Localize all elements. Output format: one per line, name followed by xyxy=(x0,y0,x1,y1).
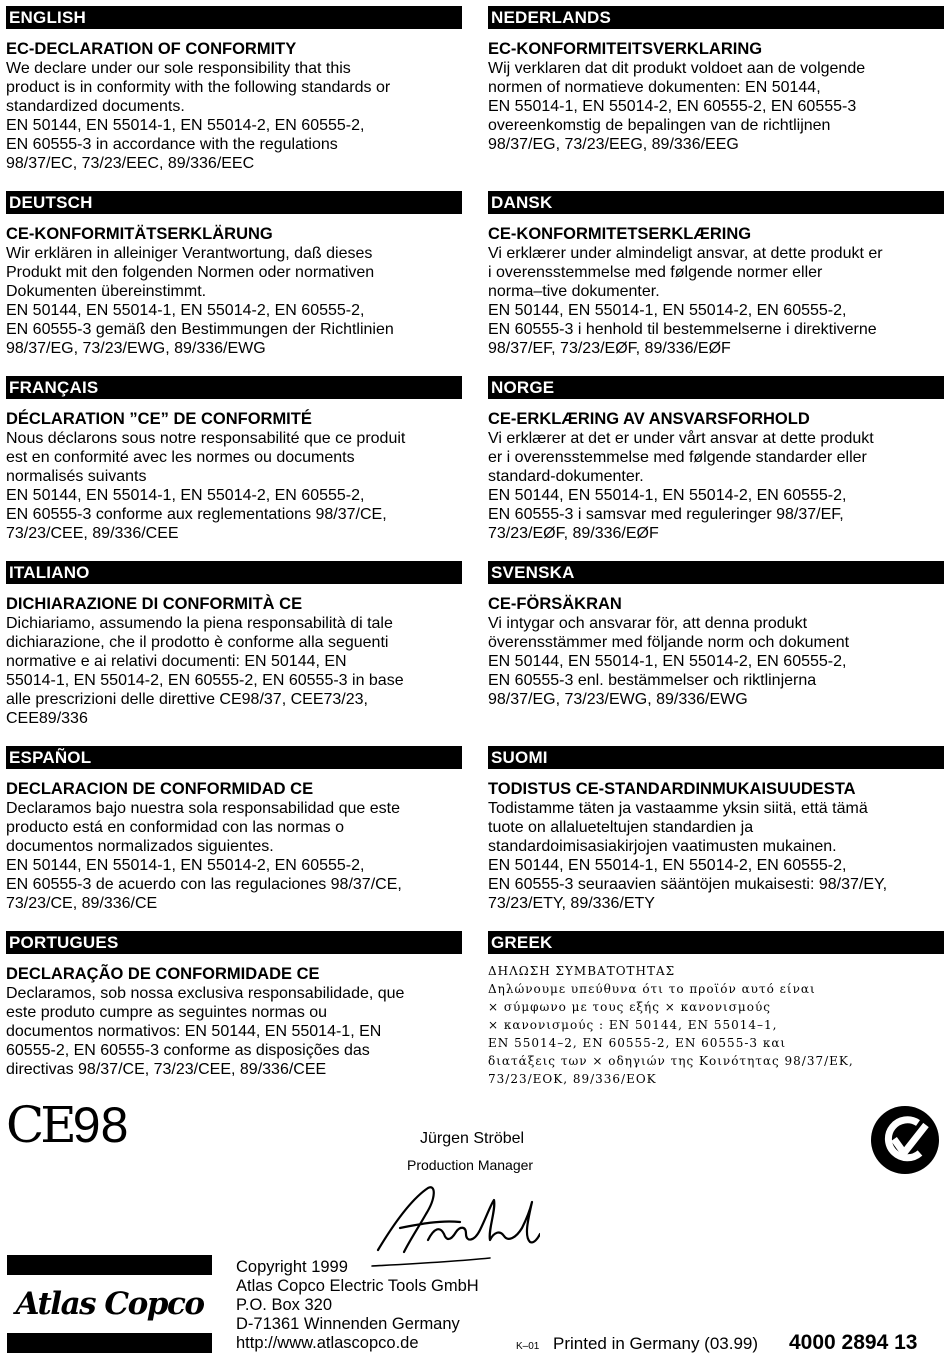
section-portugues xyxy=(6,931,462,1116)
language-header: DANSK xyxy=(488,191,944,214)
declaration-text: Vi erklærer at det er under vårt ansvar at dette produkt er i overensstemmelse med følgende standarder eller standard-dokumenter. EN 50144, EN 55014-1, EN 55014-2, EN 60555-2, EN 60555-3 i samsvar med reguleringer 98/37/EF, 73/23/EØF, 89/336/EØF xyxy=(488,430,874,542)
declaration-title: EC-KONFORMITEITSVERKLARING xyxy=(488,40,763,58)
ce-letters: CE xyxy=(6,1096,73,1154)
declaration-title: EC-DECLARATION OF CONFORMITY xyxy=(6,40,297,58)
language-header: SVENSKA xyxy=(488,561,944,584)
language-header: ESPAÑOL xyxy=(6,746,462,769)
section-nederlands xyxy=(488,6,944,191)
address-line: Copyright 1999 xyxy=(236,1258,348,1276)
declaration-title: DECLARAÇÃO DE CONFORMIDADE CE xyxy=(6,965,320,983)
declaration-text: Dichiariamo, assumendo la piena responsabilità di tale dichiarazione, che il prodotto è conforme alla seguenti normative e ai relativi documenti: EN 50144, EN 55014-1, EN 55014-2, EN 60555-2, EN 60555-3 in base alle prescrizioni delle direttive CE98/37, CEE73/23, CEE89/336 xyxy=(6,615,404,727)
language-header: PORTUGUES xyxy=(6,931,462,954)
language-header: GREEK xyxy=(488,931,944,954)
language-header: SUOMI xyxy=(488,746,944,769)
logo-text: Atlas Copco xyxy=(15,1286,204,1322)
section-suomi xyxy=(488,746,944,931)
section-italiano xyxy=(6,561,462,746)
signature-image xyxy=(370,1180,540,1270)
ce-year: 98 xyxy=(72,1097,129,1153)
declaration-text: Vi erklærer under almindeligt ansvar, at dette produkt er i overensstemmelse med følgende normer eller norma–tive dokumenter. EN 50144, EN 55014-1, EN 55014-2, EN 60555-2, EN 60555-3 i henhold til bestemmelserne i direktiverne 98/37/EF, 73/23/EØF, 89/336/EØF xyxy=(488,245,883,357)
declaration-title: DÉCLARATION ”CE” DE CONFORMITÉ xyxy=(6,410,312,428)
address-line: P.O. Box 320 xyxy=(236,1296,333,1314)
document-number: 4000 2894 13 xyxy=(789,1331,918,1354)
section-english xyxy=(6,6,462,191)
footer-code: K–01 xyxy=(516,1341,540,1352)
declaration-title: DECLARACION DE CONFORMIDAD CE xyxy=(6,780,314,798)
declaration-title: DICHIARAZIONE DI CONFORMITÀ CE xyxy=(6,595,303,613)
left-column xyxy=(6,6,462,1116)
greek-declaration-text: ΔΗΛΩΣΗ ΣΥΜΒΑΤΟΤΗΤΑΣ Δηλώνουμε υπεύθυνα ότι το προϊόν αυτό είναι × σύμφωνο με τους εξής × κανονισμούς × κανονισμούς : EN 50144, EN 55014–1, EN 55014–2, EN 60555-2, EN 60555-3 και διατάξεις των × οδηγιών της Κοινότητας 98/37/EK, 73/23/EOK, 89/336/EOK xyxy=(488,964,854,1086)
section-espanol xyxy=(6,746,462,931)
language-header: FRANÇAIS xyxy=(6,376,462,399)
declaration-text: Wir erklären in alleiniger Verantwortung, daß dieses Produkt mit den folgenden Normen oder normativen Dokumenten übereinstimmt. EN 50144, EN 55014-1, EN 55014-2, EN 60555-2, EN 60555-3 gemäß den Bestimmungen der Richtlinien 98/37/EG, 73/23/EWG, 89/336/EWG xyxy=(6,245,394,357)
section-francais xyxy=(6,376,462,561)
atlas-copco-logo xyxy=(7,1255,212,1353)
language-header: DEUTSCH xyxy=(6,191,462,214)
declaration-text: Declaramos bajo nuestra sola responsabilidad que este producto está en conformidad con las normas o documentos normalizados siguientes. EN 50144, EN 55014-1, EN 55014-2, EN 60555-2, EN 60555-3 de acuerdo con las regulaciones 98/37/CE, 73/23/CE, 89/336/CE xyxy=(6,800,402,912)
footer-printed: Printed in Germany (03.99) xyxy=(553,1334,759,1353)
declaration-text: Wij verklaren dat dit produkt voldoet aan de volgende normen of normatieve dokumenten: EN 50144, EN 55014-1, EN 55014-2, EN 60555-2, EN 60555-3 overeenkomstig de bepalingen van de richtlijnen 98/37/EG, 73/23/EEG, 89/336/EEG xyxy=(488,60,866,153)
language-header: NORGE xyxy=(488,376,944,399)
declaration-text: Declaramos, sob nossa exclusiva responsabilidade, que este produto cumpre as seguintes normas ou documentos normativos: EN 50144, EN 55014-1, EN 60555-2, EN 60555-3 conforme as disposições das directivas 98/37/CE, 73/23/CEE, 89/336/CEE xyxy=(6,985,405,1078)
signer-name: Jürgen Ströbel xyxy=(420,1130,525,1147)
section-greek xyxy=(488,931,944,1116)
section-norge xyxy=(488,376,944,561)
declaration-title: TODISTUS CE-STANDARDINMUKAISUUDESTA xyxy=(488,780,856,798)
c-tick-mark-icon xyxy=(870,1105,940,1175)
address-line: Atlas Copco Electric Tools GmbH xyxy=(236,1277,479,1295)
declaration-text: Nous déclarons sous notre responsabilité que ce produit est en conformité avec les normes ou documents normalisés suivants EN 50144, EN 55014-1, EN 55014-2, EN 60555-2, EN 60555-3 conforme aux reglementations 98/37/CE, 73/23/CEE, 89/336/CEE xyxy=(6,430,406,542)
section-deutsch xyxy=(6,191,462,376)
signer-role: Production Manager xyxy=(407,1157,534,1173)
language-header: ITALIANO xyxy=(6,561,462,584)
address-line: http://www.atlascopco.de xyxy=(236,1334,419,1352)
declaration-title: CE-KONFORMITÄTSERKLÄRUNG xyxy=(6,225,273,243)
language-header: NEDERLANDS xyxy=(488,6,944,29)
language-header: ENGLISH xyxy=(6,6,462,29)
declaration-text: Todistamme täten ja vastaamme yksin siitä, että tämä tuote on allalueteltujen standardien ja standardoimisasiakirjojen vaatimusten mukainen. EN 50144, EN 55014-1, EN 55014-2, EN 60555-2, EN 60555-3 seuraavien sääntöjen mukaisesti: 98/37/EY, 73/23/ETY, 89/336/ETY xyxy=(488,800,888,912)
ce-mark xyxy=(6,1096,129,1154)
address-line: D-71361 Winnenden Germany xyxy=(236,1315,460,1333)
company-address xyxy=(236,1258,479,1353)
right-column xyxy=(488,6,944,1116)
declaration-text: We declare under our sole responsibility that this product is in conformity with the following standards or standardized documents. EN 50144, EN 55014-1, EN 55014-2, EN 60555-2, EN 60555-3 in accordance with the regulations 98/37/EC, 73/23/EEC, 89/336/EEC xyxy=(6,60,391,172)
section-svenska xyxy=(488,561,944,746)
declaration-title: CE-KONFORMITETSERKLÆRING xyxy=(488,225,752,243)
declaration-text: Vi intygar och ansvarar för, att denna produkt överensstämmer med följande norm och dokument EN 50144, EN 55014-1, EN 55014-2, EN 60555-2, EN 60555-3 enl. bestämmelser och riktlinjerna 98/37/EG, 73/23/EWG, 89/336/EWG xyxy=(488,615,850,708)
declaration-title: CE-FÖRSÄKRAN xyxy=(488,595,622,613)
section-dansk xyxy=(488,191,944,376)
declaration-title: CE-ERKLÆRING AV ANSVARSFORHOLD xyxy=(488,410,810,428)
